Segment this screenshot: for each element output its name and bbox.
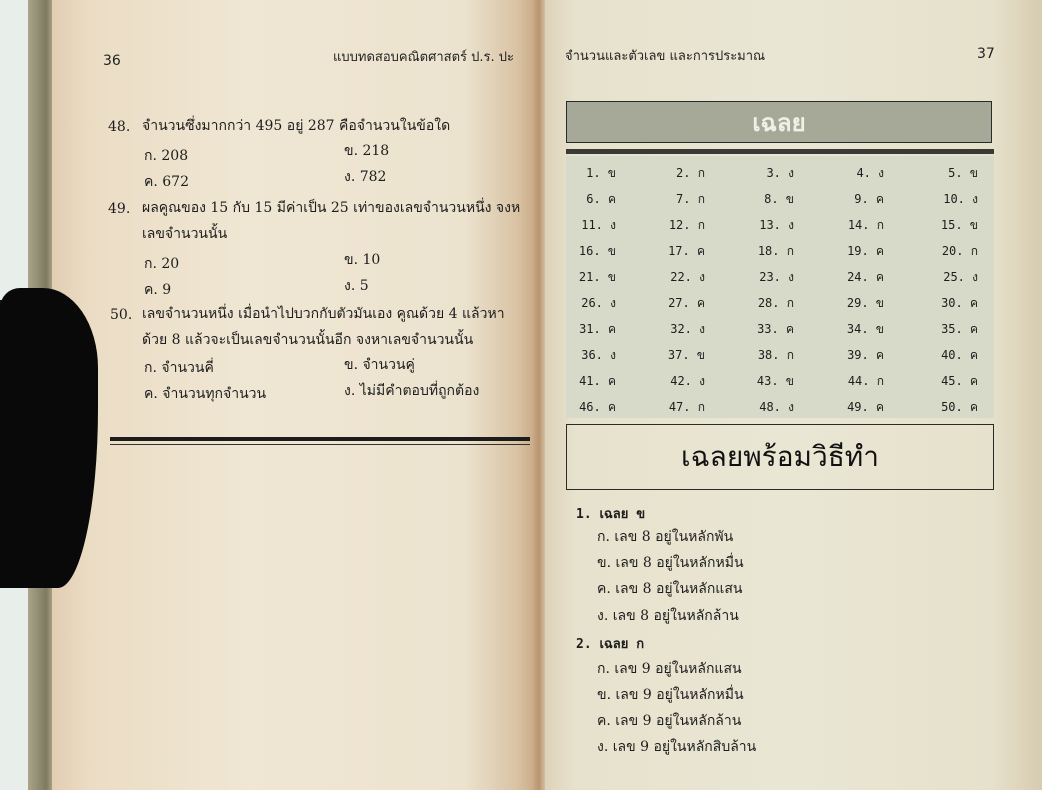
answer-cell: 34. ข <box>846 322 884 336</box>
question-49-text-line-1: ผลคูณของ 15 กับ 15 มีค่าเป็น 25 เท่าของเลขจำนวนหนึ่ง จงห <box>142 200 521 216</box>
answer-cell: 25. ง <box>943 270 978 284</box>
solutions-title: เฉลยพร้อมวิธีทำ <box>681 440 879 473</box>
answer-cell: 31. ค <box>579 322 616 336</box>
answer-cell: 28. ก <box>757 296 794 310</box>
answer-cell: 12. ก <box>668 218 705 232</box>
question-49-option-a: ก. 20 <box>144 256 180 272</box>
answer-cell: 49. ค <box>847 400 884 414</box>
answer-row <box>566 190 994 216</box>
answer-cell: 9. ค <box>854 192 884 206</box>
answer-cell: 15. ข <box>940 218 978 232</box>
answer-cell: 13. ง <box>759 218 794 232</box>
solution-1-line-a: ก. เลข 8 อยู่ในหลักพัน <box>597 529 734 545</box>
answer-key-banner <box>566 101 992 143</box>
answer-cell: 43. ข <box>756 374 794 388</box>
solutions-title-box <box>566 424 994 490</box>
answer-cell: 39. ค <box>847 348 884 362</box>
answer-cell: 38. ก <box>757 348 794 362</box>
answer-row <box>566 398 994 424</box>
right-running-head: จำนวนและตัวเลข และการประมาณ <box>565 49 766 64</box>
answer-cell: 5. ข <box>948 166 978 180</box>
answer-cell: 19. ค <box>847 244 884 258</box>
answer-row <box>566 242 994 268</box>
answer-cell: 1. ข <box>586 166 616 180</box>
question-50-option-d: ง. ไม่มีคำตอบที่ถูกต้อง <box>344 383 480 399</box>
answer-row <box>566 320 994 346</box>
answer-cell: 37. ข <box>667 348 705 362</box>
question-48-option-a: ก. 208 <box>144 148 189 164</box>
question-50-option-c: ค. จำนวนทุกจำนวน <box>144 386 267 402</box>
question-48-number: 48. <box>108 119 131 135</box>
answer-cell: 11. ง <box>581 218 616 232</box>
question-49-option-b: ข. 10 <box>344 252 381 268</box>
right-page-number: 37 <box>977 46 995 62</box>
question-50-option-a: ก. จำนวนคี่ <box>144 360 214 376</box>
question-48-text: จำนวนซึ่งมากกว่า 495 อยู่ 287 คือจำนวนในข้อใด <box>142 118 451 134</box>
solution-2-line-b: ข. เลข 9 อยู่ในหลักหมื่น <box>597 687 744 703</box>
solution-2-line-a: ก. เลข 9 อยู่ในหลักแสน <box>597 661 742 677</box>
question-50-text-line-2: ด้วย 8 แล้วจะเป็นเลขจำนวนนั้นอีก จงหาเลขจำนวนนั้น <box>142 332 474 348</box>
answer-cell: 26. ง <box>581 296 616 310</box>
answer-cell: 24. ค <box>847 270 884 284</box>
answer-key-banner-rule <box>566 149 994 154</box>
answer-row <box>566 294 994 320</box>
answer-cell: 45. ค <box>941 374 978 388</box>
answer-key-title: เฉลย <box>752 108 806 137</box>
question-49-option-d: ง. 5 <box>344 278 369 294</box>
answer-row <box>566 372 994 398</box>
solution-2-line-d: ง. เลข 9 อยู่ในหลักสิบล้าน <box>597 739 757 755</box>
answer-cell: 22. ง <box>670 270 705 284</box>
answer-cell: 6. ค <box>586 192 616 206</box>
answer-cell: 46. ค <box>579 400 616 414</box>
question-50-number: 50. <box>110 307 133 323</box>
solution-1-line-c: ค. เลข 8 อยู่ในหลักแสน <box>597 581 743 597</box>
answer-cell: 40. ค <box>941 348 978 362</box>
answer-cell: 27. ค <box>668 296 705 310</box>
answer-cell: 48. ง <box>759 400 794 414</box>
answer-cell: 2. ก <box>676 166 705 180</box>
answer-cell: 32. ง <box>670 322 705 336</box>
answer-key-table <box>566 156 994 418</box>
solution-2-heading: 2. เฉลย ก <box>576 637 645 652</box>
answer-cell: 30. ค <box>941 296 978 310</box>
question-50-option-b: ข. จำนวนคู่ <box>344 357 415 373</box>
answer-cell: 18. ก <box>757 244 794 258</box>
answer-cell: 47. ก <box>668 400 705 414</box>
question-50-text-line-1: เลขจำนวนหนึ่ง เมื่อนำไปบวกกับตัวมันเอง คูณด้วย 4 แล้วหา <box>142 306 505 322</box>
book-gutter <box>533 0 545 790</box>
answer-cell: 7. ก <box>676 192 705 206</box>
answer-cell: 42. ง <box>670 374 705 388</box>
answer-cell: 41. ค <box>579 374 616 388</box>
answer-row <box>566 164 994 190</box>
answer-cell: 35. ค <box>941 322 978 336</box>
answer-row <box>566 346 994 372</box>
answer-row <box>566 268 994 294</box>
answer-cell: 17. ค <box>668 244 705 258</box>
answer-row <box>566 216 994 242</box>
answer-cell: 10. ง <box>943 192 978 206</box>
question-48-option-d: ง. 782 <box>344 169 387 185</box>
answer-cell: 23. ง <box>759 270 794 284</box>
answer-cell: 8. ข <box>764 192 794 206</box>
solution-2-line-c: ค. เลข 9 อยู่ในหลักล้าน <box>597 713 742 729</box>
answer-cell: 33. ค <box>757 322 794 336</box>
section-end-rule-thin <box>110 444 530 445</box>
section-end-rule-thick <box>110 437 530 441</box>
question-49-number: 49. <box>108 201 131 217</box>
answer-cell: 21. ข <box>578 270 616 284</box>
answer-cell: 36. ง <box>581 348 616 362</box>
solution-1-heading: 1. เฉลย ข <box>576 507 646 522</box>
solution-1-line-b: ข. เลข 8 อยู่ในหลักหมื่น <box>597 555 744 571</box>
left-page-number: 36 <box>103 53 121 69</box>
question-48-option-b: ข. 218 <box>344 143 390 159</box>
answer-cell: 4. ง <box>856 166 884 180</box>
left-running-head: แบบทดสอบคณิตศาสตร์ ป.ร. ปะ <box>333 50 514 65</box>
holding-hand <box>0 288 98 588</box>
answer-cell: 29. ข <box>846 296 884 310</box>
answer-cell: 16. ข <box>578 244 616 258</box>
question-49-option-c: ค. 9 <box>144 282 172 298</box>
answer-cell: 44. ก <box>847 374 884 388</box>
answer-cell: 3. ง <box>766 166 794 180</box>
answer-cell: 20. ก <box>941 244 978 258</box>
answer-cell: 50. ค <box>941 400 978 414</box>
solution-1-line-d: ง. เลข 8 อยู่ในหลักล้าน <box>597 608 739 624</box>
question-49-text-line-2: เลขจำนวนนั้น <box>142 226 228 242</box>
question-48-option-c: ค. 672 <box>144 174 189 190</box>
answer-cell: 14. ก <box>847 218 884 232</box>
